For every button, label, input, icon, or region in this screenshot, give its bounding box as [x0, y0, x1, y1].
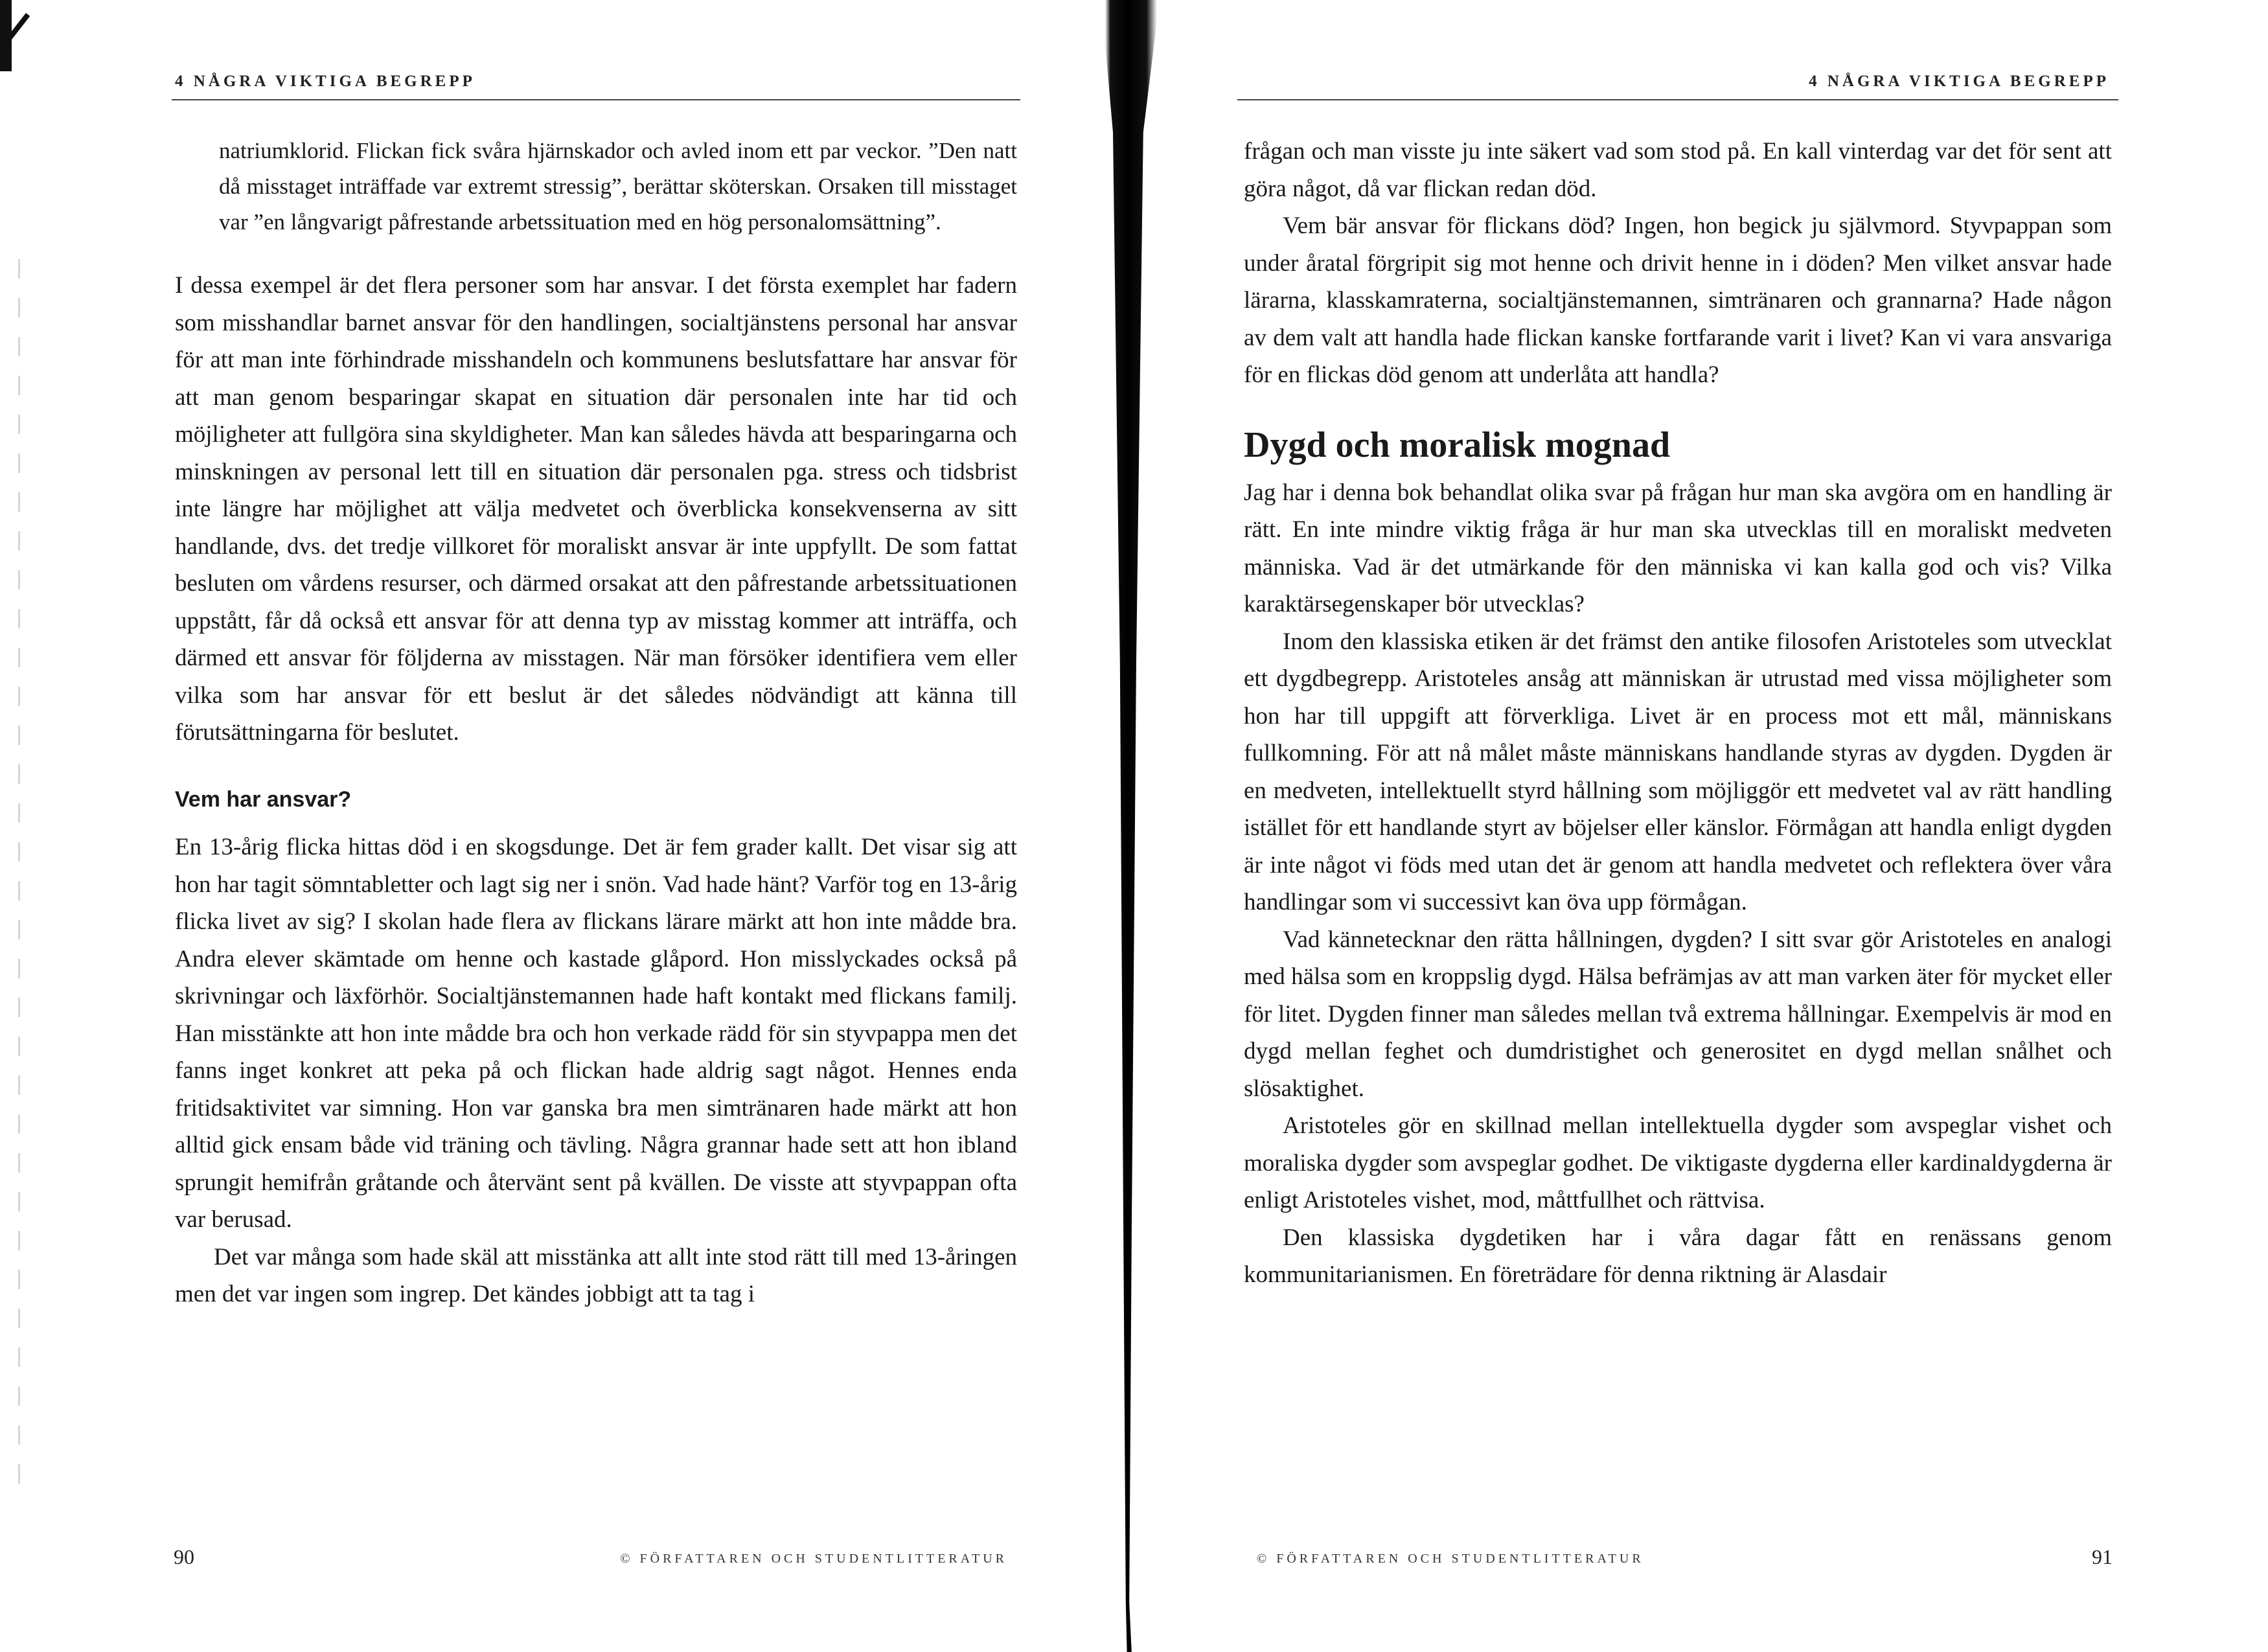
- body-paragraph: Det var många som hade skäl att misstänka att allt inte stod rätt till med 13-åringen men det var ingen som ingrep. Det kändes jobbigt att ta tag i: [175, 1243, 1017, 1307]
- body-paragraph: Inom den klassiska etiken är det främst den antike filosofen Aristoteles som utvecklat ett dygdbegrepp. Aristoteles ansåg att människan är utrustad med vissa möjligheter som hon har till uppgift att förverkliga. Livet är en process mot ett mål, människans fullkomning. För att nå målet måste människans handlande styras av dygden. Dygden är en medveten, intellektuellt styrd hållning som möjliggör ett medvetet val av rätt handling istället för ett handlande styrt av böjelser eller känslor. Förmågan att handla enligt dygden är inte något vi föds med utan det är genom att handla medvetet och reflektera över våra handlingar som vi successivt kan öva upp förmågan.: [1244, 628, 2112, 915]
- right-page-text: [1244, 133, 2112, 1294]
- page-number: 91: [2092, 1545, 2113, 1568]
- publisher-footer: © FÖRFATTAREN OCH STUDENTLITTERATUR: [620, 1552, 1007, 1566]
- left-page: [0, 0, 1114, 1652]
- publisher-footer: © FÖRFATTAREN OCH STUDENTLITTERATUR: [1257, 1552, 1644, 1566]
- header-rule: [1237, 99, 2118, 100]
- body-paragraph: Vad kännetecknar den rätta hållningen, dygden? I sitt svar gör Aristoteles en analogi med hälsa som en kroppslig dygd. Hälsa befrämjas av att man varken äter för mycket eller för litet. Dygden finner man således mellan två extrema hållningar. Exempelvis är mod en dygd mellan feghet och dumdristighet och generositet en dygd mellan snålhet och slösaktighet.: [1244, 926, 2112, 1102]
- running-head: 4 NÅGRA VIKTIGA BEGREPP: [1809, 73, 2109, 90]
- section-heading: Dygd och moralisk mognad: [1244, 424, 1671, 465]
- body-paragraph: Jag har i denna bok behandlat olika svar på frågan hur man ska avgöra om en handling är rätt. En inte mindre viktig fråga är hur man ska utvecklas till en moraliskt medveten människa. Vad är det utmärkande för den människa vi kan kalla god och vis? Vilka karaktärsegenskaper bör utvecklas?: [1244, 479, 2112, 617]
- running-head: 4 NÅGRA VIKTIGA BEGREPP: [175, 73, 475, 90]
- body-paragraph: En 13-årig flicka hittas död i en skogsdunge. Det är fem grader kallt. Det visar sig att hon har tagit sömntabletter och lagt sig ner i snön. Vad hade hänt? Varför tog en 13-årig flicka livet av sig? I skolan hade flera av flickans lärare märkt att hon inte mådde bra. Andra elever skämtade om henne och kastade glåpord. Hon misslyckades också på skrivningar och läxförhör. Socialtjänstemannen hade haft kontakt med flickans familj. Han misstänkte att hon inte mådde bra och hon verkade rädd för sin styvpappa men det fanns inget konkret att peka på och flickan hade aldrig sagt något. Hennes enda fritidsaktivitet var simning. Hon var ganska bra men simtränaren hade märkt att hon alltid gick ensam både vid träning och tävling. Några grannar hade sett att hon ibland sprungit hemifrån gråtande och återvänt sent på kvällen. De visste att styvpappan ofta var berusad.: [175, 834, 1017, 1233]
- body-paragraph: I dessa exempel är det flera personer som har ansvar. I det första exemplet har fadern som misshandlar barnet ansvar för den handlingen, socialtjänstens personal har ansvar för att man inte förhindrade misshandeln och kommunens beslutsfattare har ansvar för att man genom besparingar skapat en situation där personalen inte har tid och möjligheter att fullgöra sina skyldigheter. Man kan således hävda att besparingarna och minskningen av personal lett till en situation där personalen pga. stress och tidsbrist inte längre har möjlighet att välja medvetet och överblicka konsekvenserna av sitt handlande, dvs. det tredje villkoret för moraliskt ansvar är inte uppfyllt. De som fattat besluten om vårdens resurser, och därmed orsakat att den påfrestande arbetssituationen uppstått, får då också ett ansvar för att denna typ av misstag kommer att inträffa, och därmed ett ansvar för följderna av misstagen. När man försöker identifiera vem eller vilka som har ansvar för ett beslut är det således nödvändigt att känna till förutsättningarna för beslutet.: [175, 272, 1017, 746]
- body-paragraph: frågan och man visste ju inte säkert vad som stod på. En kall vinterdag var det för sent att göra något, då var flickan redan död.: [1244, 138, 2112, 202]
- subheading: Vem har ansvar?: [175, 786, 352, 812]
- page-number: 90: [174, 1545, 194, 1568]
- body-paragraph: Vem bär ansvar för flickans död? Ingen, hon begick ju självmord. Styvpappan som under åratal förgripit sig mot henne och drivit henne in i döden? Men vilket ansvar hade lärarna, klasskamraterna, socialtjänstemannen, simtränaren och grannarna? Hade någon av dem valt att handla hade flickan kanske fortfarande varit i livet? Kan vi vara ansvariga för en flickas död genom att underlåta att handla?: [1244, 212, 2112, 388]
- right-page: [1160, 0, 2268, 1652]
- block-quote: natriumklorid. Flickan fick svåra hjärnskador och avled inom ett par veckor. ”Den natt då misstaget inträffade var extremt stressig”, berättar sköterskan. Orsaken till misstaget var ”en långvarigt påfrestande arbetssituation med en hög personalomsättning”.: [219, 138, 1017, 235]
- body-paragraph: Den klassiska dygdetiken har i våra dagar fått en renässans genom kommunitarianismen. En företrädare för denna riktning är Alasdair: [1244, 1224, 2112, 1288]
- header-rule: [172, 99, 1020, 100]
- left-page-text: [175, 133, 1017, 1313]
- body-paragraph: Aristoteles gör en skillnad mellan intellektuella dygder som avspeglar vishet och moraliska dygder som avspeglar godhet. De viktigaste dygderna eller kardinaldygderna är enligt Aristoteles vishet, mod, måttfullhet och rättvisa.: [1244, 1112, 2112, 1213]
